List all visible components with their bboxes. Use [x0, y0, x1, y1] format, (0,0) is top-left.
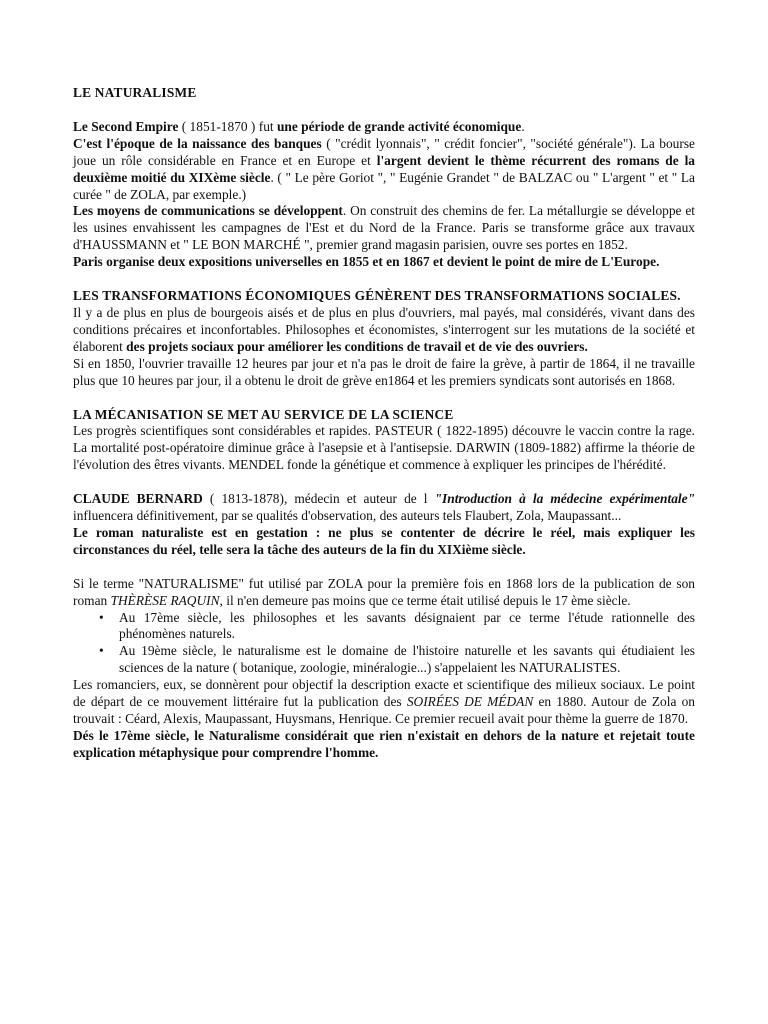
text-run: Les moyens de communications se développent — [73, 203, 343, 219]
paragraph-romanciers — [73, 677, 695, 728]
text-run: . On construit des chemins de fer. La métallurgie se développe et les usines envahissent les campagnes de l'Est et du Nord de la France. Paris se transforme grâce aux travaux d'HAUSSMANN et " LE BON MARCHÉ ", premier grand magasin parisien, ouvre ses portes en 1852. — [73, 203, 695, 253]
text-run: des projets sociaux pour améliorer les conditions de travail et de vie des ouvriers. — [126, 338, 588, 354]
text-run: Si en 1850, l'ouvrier travaille 12 heures par jour et n'a pas le droit de faire la grève, à partir de 1864, il ne travaille plus que 10 heures par jour, il a obtenu le droit de grève en1864 et les premiers syndicats sont autorisés en 1868. — [73, 355, 695, 388]
heading-mecanisation-science: LA MÉCANISATION SE MET AU SERVICE DE LA SCIENCE — [73, 406, 454, 422]
list-item — [99, 609, 695, 644]
list-item-text — [119, 643, 695, 675]
text-run: , il n'en demeure pas moins que ce terme était utilisé depuis le 17 ème siècle. — [219, 592, 631, 608]
paragraph-bourgeois-ouvriers — [73, 305, 695, 356]
text-run: . ( " Le père Goriot ", " Eugénie Grandet " de BALZAC ou " L'argent " et " La curée " de ZOLA, par exemple.) — [73, 169, 695, 202]
bullet-list — [73, 610, 695, 678]
paragraph-roman-naturaliste — [73, 525, 695, 559]
text-run: CLAUDE BERNARD — [73, 491, 203, 507]
text-run: . — [521, 118, 525, 134]
heading-transformations-sociales: LES TRANSFORMATIONS ÉCONOMIQUES GÉNÈRENT DES TRANSFORMATIONS SOCIALES. — [73, 288, 681, 304]
text-run: une période de grande activité économique — [276, 118, 522, 134]
text-run: Au 17ème siècle, les philosophes et les savants désignaient par ce terme l'étude rationnelle des phénomènes naturels. — [119, 609, 695, 642]
text-run: Paris organise deux expositions universelles en 1855 et en 1867 et devient le point de mire de L'Europe. — [73, 254, 660, 270]
text-run: "Introduction à la médecine expérimentale" — [434, 491, 696, 507]
list-item-text — [119, 610, 695, 642]
paragraph-progres-scientifiques — [73, 423, 695, 474]
text-run: l'argent devient le thème récurrent des romans de la deuxième moitié du XIXème siècle — [73, 152, 695, 185]
text-run: Les romanciers, eux, se donnèrent pour objectif la description exacte et scientifique des milieux sociaux. Le point de départ de ce mouvement littéraire fut la publication des — [73, 677, 695, 710]
paragraph-ouvrier-1850 — [73, 356, 695, 390]
paragraph-conclusion — [73, 728, 695, 762]
bullet-icon: • — [99, 609, 104, 625]
text-run: Il y a de plus en plus de bourgeois aisés et de plus en plus d'ouvriers, mal payés, mal considérés, vivant dans des conditions précaires et inconfortables. Philosophes et économistes, s'interrogent sur les mutations de la société et élaborent — [73, 304, 695, 354]
text-run: Dés le 17ème siècle, le Naturalisme considérait que rien n'existait en dehors de la nature et rejetait toute explication métaphysique pour comprendre l'homme. — [73, 727, 695, 760]
text-run: THÈRÈSE RAQUIN — [110, 592, 220, 608]
list-item — [99, 643, 695, 677]
paragraph-banques — [73, 136, 695, 204]
paragraph-second-empire — [73, 119, 695, 136]
text-run: Les progrès scientifiques sont considérables et rapides. PASTEUR ( 1822-1895) découvre le vaccin contre la rage. La mortalité post-opératoire diminue grâce à l'asepsie et à l'antisepsie. DARWIN (1809-1882) affirme la théorie de l'évolution des êtres vivants. MENDEL fonde la génétique et commence à expliquer les principes de l'hérédité. — [73, 423, 695, 473]
text-run: ( 1813-1878), médecin et auteur de l — [202, 491, 435, 507]
title-le-naturalisme: LE NATURALISME — [73, 85, 197, 100]
paragraph-communications — [73, 203, 695, 254]
paragraph-expositions — [73, 254, 695, 271]
text-run: ( 1851-1870 ) fut — [178, 118, 277, 134]
text-run: Le roman naturaliste est en gestation : ne plus se contenter de décrire le réel, mais expliquer les circonstances du réel, telle sera la tâche des auteurs de la fin du XIXième siècle. — [73, 524, 695, 557]
text-run: SOIRÉES DE MÉDAN — [406, 694, 534, 710]
text-run: influencera définitivement, par se qualités d'observation, des auteurs tels Flaubert, Zola, Maupassant... — [73, 508, 622, 524]
text-run: Le Second Empire — [73, 118, 179, 134]
text-run: ( "crédit lyonnais", " crédit foncier", "société générale"). La bourse joue un rôle considérable en France et en Europe et — [73, 135, 695, 168]
text-run: C'est l'époque de la naissance des banques — [73, 135, 322, 151]
paragraph-claude-bernard — [73, 491, 695, 525]
text-run: en 1880. Autour de Zola on trouvait : Céard, Alexis, Maupassant, Huysmans, Henrique. Ce premier recueil avait pour thème la guerre de 1870. — [73, 694, 695, 726]
bullet-icon: • — [99, 643, 104, 659]
paragraph-terme-naturalisme — [73, 576, 695, 610]
text-run: Au 19ème siècle, le naturalisme est le domaine de l'histoire naturelle et les savants qui étudiaient les sciences de la nature ( botanique, zoologie, minéralogie...) s'appelaient les NATURALISTES. — [119, 643, 695, 676]
text-run: Si le terme "NATURALISME" fut utilisé par ZOLA pour la première fois en 1868 lors de la publication de son roman — [73, 575, 695, 608]
